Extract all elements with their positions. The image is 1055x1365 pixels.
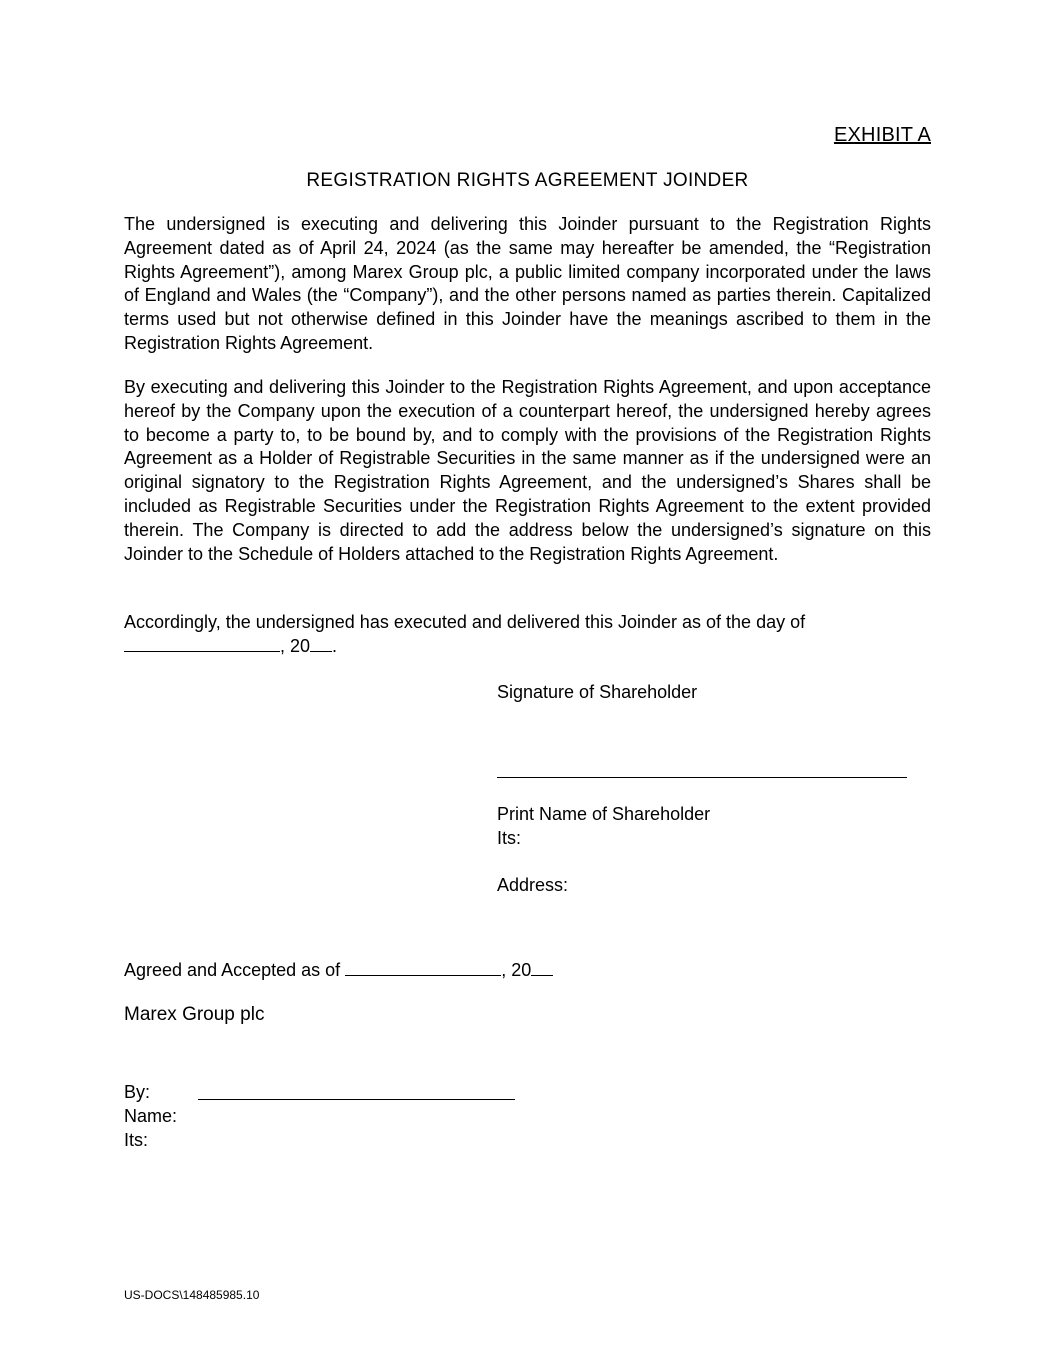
document-id-footer: US-DOCS\148485985.10 bbox=[124, 1288, 260, 1302]
document-title: REGISTRATION RIGHTS AGREEMENT JOINDER bbox=[306, 170, 749, 191]
paragraph-execution-date bbox=[124, 611, 931, 659]
paragraph-joinder-intro: The undersigned is executing and delivering this Joinder pursuant to the Registration Rights Agreement dated as of April 24, 2024 (as the same may hereafter be amended, the “Registration Rights Agreement”), among Marex Group plc, a public limited company incorporated under the laws of England and Wales (the “Company”), and the other persons named as parties therein. Capitalized terms used but not otherwise defined in this Joinder have the meanings ascribed to them in the Registration Rights Agreement. bbox=[124, 214, 931, 353]
by-label: By: bbox=[124, 1082, 151, 1102]
shareholder-signature-line[interactable] bbox=[497, 777, 907, 778]
agreed-accepted-line bbox=[124, 958, 553, 982]
acceptance-year-prefix: , 20 bbox=[501, 960, 532, 980]
exhibit-label: EXHIBIT A bbox=[833, 124, 931, 146]
execution-text: Accordingly, the undersigned has executed and delivered this Joinder as of the day of bbox=[124, 612, 806, 632]
execution-year-blank[interactable] bbox=[310, 635, 332, 652]
execution-period: . bbox=[332, 635, 338, 656]
shareholder-its-label: Its: bbox=[497, 828, 522, 848]
company-name: Marex Group plc bbox=[124, 1004, 265, 1025]
print-name-label: Print Name of Shareholder bbox=[497, 804, 711, 824]
agreed-accepted-text: Agreed and Accepted as of bbox=[124, 960, 341, 980]
company-signature-line[interactable] bbox=[198, 1099, 515, 1100]
acceptance-date-blank[interactable] bbox=[345, 959, 501, 976]
shareholder-address-label: Address: bbox=[497, 875, 569, 895]
execution-date-blank[interactable] bbox=[124, 635, 280, 652]
acceptance-year-blank[interactable] bbox=[531, 959, 553, 976]
name-label: Name: bbox=[124, 1106, 178, 1126]
company-its-label: Its: bbox=[124, 1130, 149, 1150]
execution-year-prefix: , 20 bbox=[280, 635, 311, 656]
signature-of-shareholder-label: Signature of Shareholder bbox=[497, 682, 698, 702]
paragraph-joinder-terms: By executing and delivering this Joinder to the Registration Rights Agreement, and upon acceptance hereof by the Company upon the execution of a counterpart hereof, the undersigned hereby agrees to become a party to, to be bound by, and to comply with the provisions of the Registration Rights Agreement as a Holder of Registrable Securities in the same manner as if the undersigned were an original signatory to the Registration Rights Agreement, and the undersigned’s Shares shall be included as Registrable Securities under the Registration Rights Agreement to the extent provided therein. The Company is directed to add the address below the undersigned’s signature on this Joinder to the Schedule of Holders attached to the Registration Rights Agreement. bbox=[124, 377, 931, 564]
